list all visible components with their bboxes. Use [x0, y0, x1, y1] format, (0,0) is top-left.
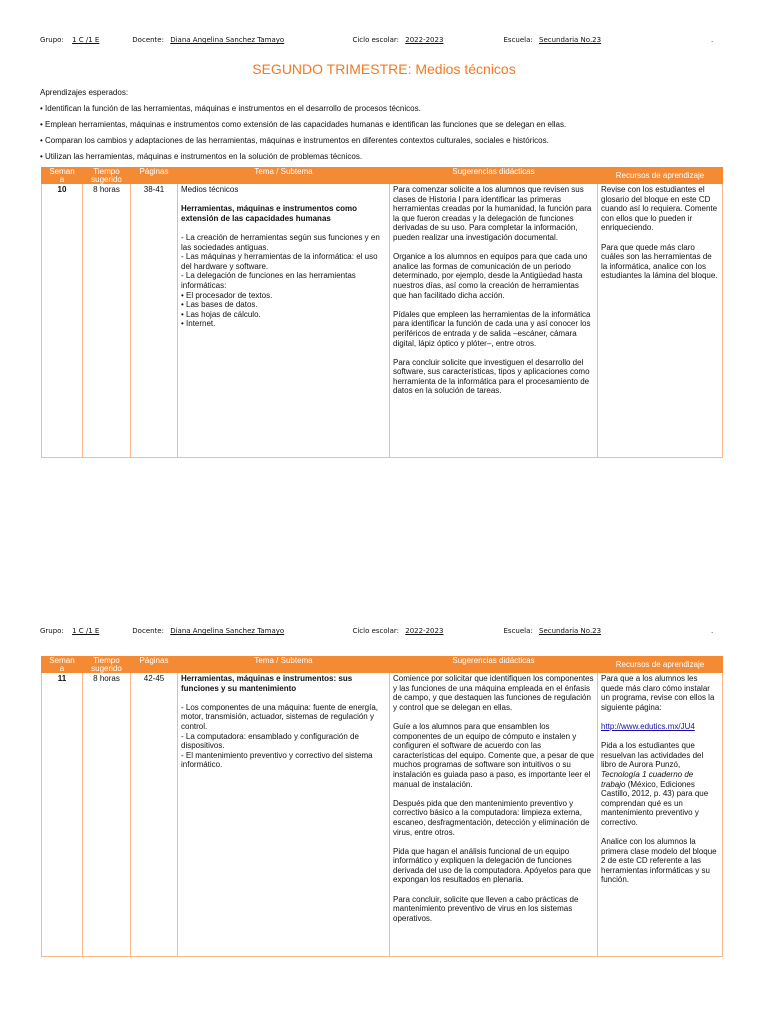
plan-table-week-10: [41, 167, 723, 458]
subtema-item: - Las máquinas y herramientas de la informática: el uso del hardware y software.: [181, 252, 378, 271]
table-row: [42, 673, 723, 957]
recursos-cell: [598, 184, 723, 458]
edutics-link[interactable]: http://www.edutics.mx/JU4: [601, 721, 695, 731]
tema-title: Herramientas, máquinas e instrumentos como extensión de las capacidades humanas: [181, 204, 358, 223]
docente-label: Docente:: [132, 627, 164, 635]
learning-outcomes: [40, 85, 740, 165]
col-semana: Seman a: [42, 168, 83, 184]
recursos-cell: [598, 673, 723, 957]
subtema-item: - La computadora: ensamblado y configuración de dispositivos.: [181, 731, 359, 751]
subtema-item: • Las bases de datos.: [181, 300, 258, 310]
docente-value: Diana Angelina Sanchez Tamayo: [170, 627, 285, 635]
subtema-item: • Las hojas de cálculo.: [181, 309, 261, 319]
sugerencia-paragraph: Después pida que den mantenimiento preventivo y correctivo básico a la computadora: limpieza externa, escaneo, desfragmentación, detección y eliminación de virus, entre otros.: [393, 798, 590, 837]
table-header-row: [42, 657, 723, 673]
sugerencia-paragraph: Organice a los alumnos en equipos para que cada uno analice las formas de comunicación de un periodo determinado, por ejemplo, desde la Antigüedad hasta nuestros días, así como la creación de herramientas que han facilitado dicha acción.: [393, 252, 588, 300]
learning-outcome-item: • Comparan los cambios y adaptaciones de las herramientas, máquinas e instrumentos en diferentes contextos culturales, sociales e históricos.: [40, 136, 549, 145]
learning-outcomes-heading: Aprendizajes esperados:: [40, 88, 129, 97]
sugerencia-paragraph: Pida que hagan el análisis funcional de un equipo informático y expliquen la delegación de funciones derivada del uso de la computadora. Apóyelos para que expongan los resultados en plenaria.: [393, 846, 591, 885]
page-title: SEGUNDO TRIMESTRE: Medios técnicos: [252, 61, 516, 77]
subtema-item: - Los componentes de una máquina: fuente de energía, motor, transmisión, actuador, sistemas de regulación y control.: [181, 702, 379, 731]
page-header: [40, 627, 730, 635]
col-recursos: Recursos de aprendizaje: [598, 168, 723, 184]
paginas-cell: 42-45: [131, 673, 178, 957]
escuela-value: Secundaria No.23: [539, 36, 602, 44]
sugerencia-paragraph: Pídales que empleen las herramientas de la informática para identificar la función de cada una y así conocer los periféricos de entrada y de salida –escáner, cámara digital, lápiz óptico y plóter–, entre otros.: [393, 309, 591, 348]
docente-label: Docente:: [132, 36, 164, 44]
sugerencia-paragraph: Guíe a los alumnos para que ensamblen los componentes de un equipo de cómputo e instalen y configuren el software de acuerdo con las características del equipo. Comente que, a pesar de que muchos programas de software son intuitivos o su instalación es guiada paso a paso, es importante leer el manual de instalación.: [393, 721, 595, 789]
sugerencia-paragraph: Para comenzar solicite a los alumnos que revisen sus clases de Historia I para identificar las primeras herramientas creadas por la humanidad, la función para la que fueron creadas y la delegación de funciones derivadas de su uso. Para completar la información, pueden realizar una investigación documental.: [393, 185, 592, 242]
page-header: [40, 36, 730, 44]
col-tema: Tema / Subtema: [178, 657, 390, 673]
ciclo-label: Ciclo escolar:: [352, 627, 400, 635]
tema-intro: Medios técnicos: [181, 185, 239, 194]
subtema-item: • Internet.: [181, 319, 216, 329]
col-recursos: Recursos de aprendizaje: [598, 657, 723, 673]
recurso-paragraph: Analice con los alumnos la primera clase modelo del bloque 2 de este CD referente a las herramientas informáticas y su función.: [601, 837, 717, 885]
escuela-label: Escuela:: [503, 627, 533, 635]
col-paginas: Páginas: [131, 657, 178, 673]
recurso-paragraph: Para que a los alumnos les quede más claro cómo instalar un programa, revise con ellos la siguiente página:: [601, 674, 715, 712]
subtema-item: • El procesador de textos.: [181, 290, 273, 300]
sugerencias-cell: [390, 673, 598, 957]
col-tema: Tema / Subtema: [178, 168, 390, 184]
learning-outcome-item: • Emplean herramientas, máquinas e instrumentos como extensión de las capacidades humanas e identifican las funciones que se delegan en ellas.: [40, 120, 567, 129]
grupo-label: Grupo:: [40, 36, 64, 44]
learning-outcome-item: • Identifican la función de las herramientas, máquinas e instrumentos en el desarrollo de procesos técnicos.: [40, 104, 421, 113]
table-header-row: [42, 168, 723, 184]
learning-outcome-item: • Utilizan las herramientas, máquinas e instrumentos en la solución de problemas técnicos.: [40, 152, 363, 161]
table-row: [42, 184, 723, 458]
tiempo-cell: 8 horas: [83, 673, 131, 957]
ciclo-label: Ciclo escolar:: [352, 36, 400, 44]
tema-cell: [178, 673, 390, 957]
tema-title: Herramientas, máquinas e instrumentos: sus funciones y su mantenimiento: [181, 674, 353, 693]
tema-cell: [178, 184, 390, 458]
subtema-item: - La delegación de funciones en las herramientas informáticas:: [181, 271, 356, 290]
semana-cell: 10: [42, 184, 83, 458]
header-end-mark: .: [711, 627, 714, 635]
grupo-value: 1 C /1 E: [72, 627, 100, 635]
subtema-item: - El mantenimiento preventivo y correctivo del sistema informático.: [181, 750, 373, 770]
book-title: Tecnología 1 cuaderno de trabajo: [601, 769, 694, 789]
semana-cell: 11: [42, 673, 83, 957]
tiempo-cell: 8 horas: [83, 184, 131, 458]
recurso-paragraph: Revise con los estudiantes el glosario del bloque en este CD cuando así lo requiera. Comente con ellos que lo pueden ir enriqueciendo.: [601, 185, 718, 233]
subtema-item: - La creación de herramientas según sus funciones y en las sociedades antiguas.: [181, 232, 380, 252]
col-paginas: Páginas: [131, 168, 178, 184]
col-sugerencias: Sugerencias didácticas: [390, 657, 598, 673]
recurso-paragraph: Pida a los estudiantes que resuelvan las actividades del libro de Aurora Punzó, Tecnología 1 cuaderno de trabajo (México, Ediciones Castillo, 2012, p. 43) para que comprendan qué es un mantenimiento preventivo y correctivo.: [601, 741, 709, 827]
col-semana: Seman a: [42, 657, 83, 673]
col-sugerencias: Sugerencias didácticas: [390, 168, 598, 184]
header-end-mark: .: [711, 36, 714, 44]
ciclo-value: 2022-2023: [405, 627, 444, 635]
col-tiempo: Tiempo sugerido: [83, 168, 131, 184]
grupo-value: 1 C /1 E: [72, 36, 100, 44]
sugerencia-paragraph: Para concluir solicite que investiguen el desarrollo del software, sus características, tipos y aplicaciones como herramienta de la informática para el procesamiento de datos en la solución de tareas.: [393, 357, 590, 396]
sugerencia-paragraph: Comience por solicitar que identifiquen los componentes y las funciones de una máquina empleada en el énfasis de campo, y que destaquen las funciones de regulación y control que se delegan en ellas.: [393, 674, 594, 712]
recurso-paragraph: Para que quede más claro cuáles son las herramientas de la informática, analice con los estudiantes la lámina del bloque.: [601, 242, 718, 281]
sugerencias-cell: [390, 184, 598, 458]
docente-value: Diana Angelina Sanchez Tamayo: [170, 36, 285, 44]
sugerencia-paragraph: Para concluir, solicite que lleven a cabo prácticas de mantenimiento preventivo de virus en los sistemas operativos.: [393, 894, 579, 923]
escuela-label: Escuela:: [503, 36, 533, 44]
ciclo-value: 2022-2023: [405, 36, 444, 44]
paginas-cell: 38-41: [131, 184, 178, 458]
grupo-label: Grupo:: [40, 627, 64, 635]
plan-table-week-11: [41, 656, 723, 957]
escuela-value: Secundaria No.23: [539, 627, 602, 635]
col-tiempo: Tiempo sugerido: [83, 657, 131, 673]
